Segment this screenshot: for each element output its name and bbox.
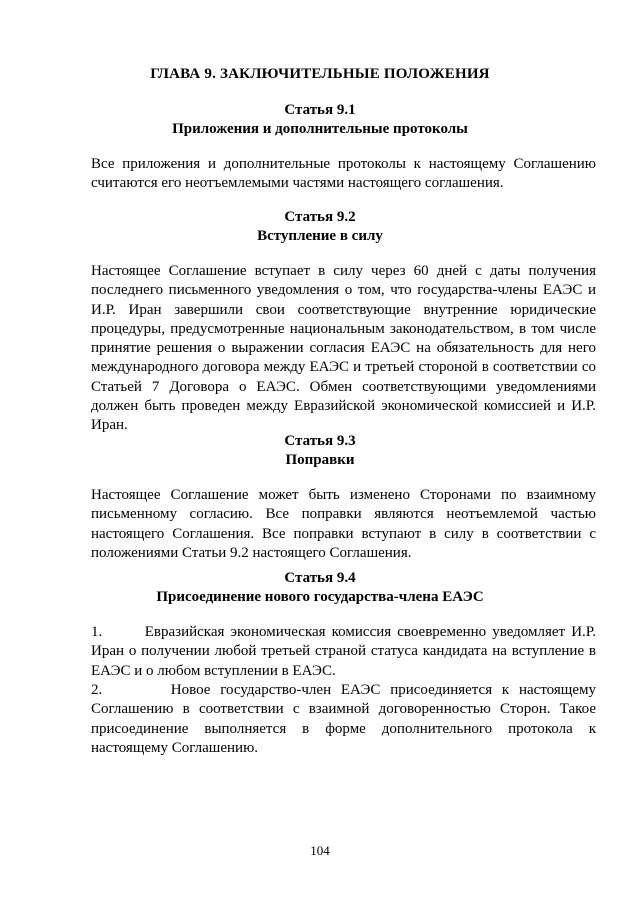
article-9-2-number: Статья 9.2 [284, 209, 356, 225]
article-9-4-title: Присоединение нового государства-члена ЕАЭС [156, 589, 484, 605]
article-9-3-number: Статья 9.3 [284, 433, 356, 449]
chapter-title: ГЛАВА 9. ЗАКЛЮЧИТЕЛЬНЫЕ ПОЛОЖЕНИЯ [150, 66, 490, 82]
article-9-4-item-2: 2. Новое государство-член ЕАЭС присоединяется к настоящему Соглашению в соответствии с взаимной договоренностью Сторон. Такое присоединение выполняется в форме дополнительного протокола к настоящему Соглашению. [91, 682, 596, 756]
article-9-4-item-1: 1. Евразийская экономическая комиссия своевременно уведомляет И.Р. Иран о получении любой третьей страной статуса кандидата на вступление в ЕАЭС и о любом вступлении в ЕАЭС. [91, 624, 596, 679]
article-9-4-number: Статья 9.4 [284, 570, 356, 586]
article-9-3-paragraph: Настоящее Соглашение может быть изменено Сторонами по взаимному письменному согласию. Все поправки являются неотъемлемой частью настоящего Соглашения. Все поправки вступают в силу в соответствии с положениями Статьи 9.2 настоящего Соглашения. [91, 487, 596, 561]
article-9-2-title: Вступление в силу [257, 228, 383, 244]
article-9-1-paragraph: Все приложения и дополнительные протоколы к настоящему Соглашению считаются его неотъемлемыми частями настоящего соглашения. [91, 156, 596, 192]
article-9-1-title: Приложения и дополнительные протоколы [172, 121, 468, 137]
article-9-3-title: Поправки [285, 452, 355, 468]
article-9-2-paragraph: Настоящее Соглашение вступает в силу через 60 дней с даты получения последнего письменного уведомления о том, что государства-члены ЕАЭС и И.Р. Иран завершили свои соответствующие внутренние юридические процедуры, предусмотренные национальным законодательством, в том числе принятие решения о выражении согласия ЕАЭС на обязательность для него международного договора между ЕАЭС и третьей стороной в соответствии со Статьей 7 Договора о ЕАЭС. Обмен соответствующими уведомлениями должен быть проведен между Евразийской экономической комиссией и И.Р. Иран. [91, 263, 596, 434]
article-9-1-number: Статья 9.1 [284, 102, 356, 118]
page-number: 104 [310, 843, 330, 858]
